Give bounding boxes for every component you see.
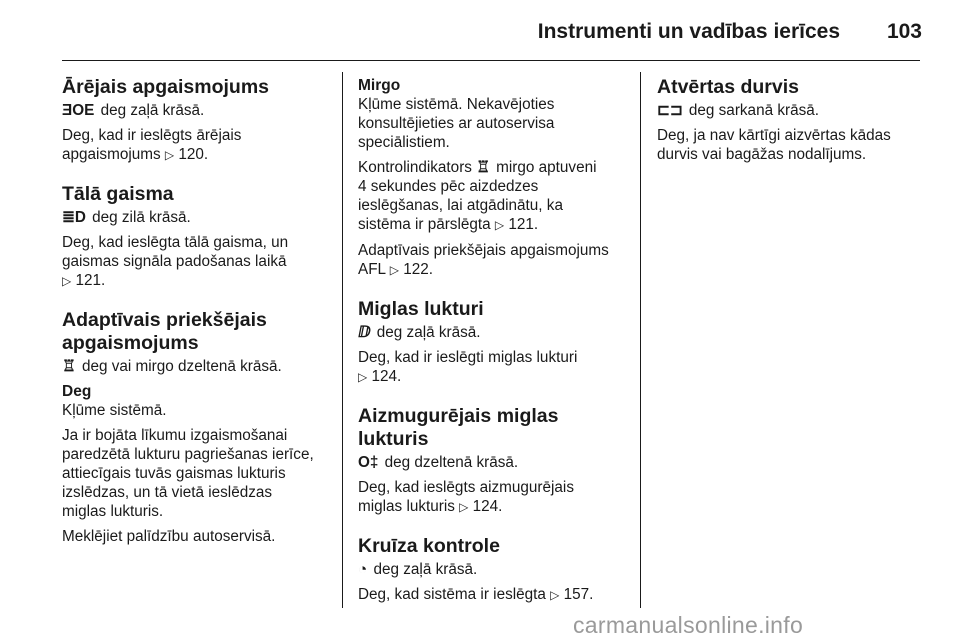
text: Adaptīvais priekšējais apgaismojums [358, 242, 609, 259]
text: Deg, kad ieslēgts aizmugurējais [358, 479, 574, 496]
text: miglas lukturis [358, 498, 455, 515]
header-title: Instrumenti un vadības ierīces [537, 20, 840, 43]
rear-fog-light-icon: O‡ [358, 454, 379, 471]
indicator-line [358, 453, 630, 472]
text: apgaismojums [62, 146, 161, 163]
text: sistēma ir pārslēgta [358, 216, 491, 233]
paragraph [358, 585, 630, 605]
watermark: carmanualsonline.info [573, 612, 804, 638]
text: Kļūme sistēmā. Nekavējoties [358, 96, 555, 113]
indicator-line [62, 357, 332, 376]
section-adaptive-headlights [62, 309, 332, 546]
text: durvis vai bagāžas nodalījums. [657, 146, 867, 163]
section-title: Tālā gaisma [62, 183, 174, 205]
section-title: Aizmugurējais miglas lukturis [358, 405, 559, 450]
indicator-line [657, 101, 927, 120]
indicator-line [358, 560, 630, 579]
indicator-line [62, 101, 332, 120]
section-title: Atvērtas durvis [657, 76, 799, 98]
paragraph [358, 95, 630, 152]
section-title: Ārējais apgaismojums [62, 76, 269, 98]
text: Deg, ja nav kārtīgi aizvērtas kādas [657, 127, 891, 144]
text: deg sarkanā krāsā. [688, 102, 819, 119]
paragraph [62, 233, 332, 291]
page-header [0, 0, 960, 62]
section-title: Kruīza kontrole [358, 535, 500, 557]
page-ref: 121. [75, 272, 106, 289]
door-open-icon: ⊏⊐ [657, 102, 683, 119]
header-rule [62, 60, 920, 61]
text: paredzētā lukturu pagriešanas ierīce, [62, 446, 314, 463]
page-ref: 122. [403, 261, 434, 278]
text: Deg, kad sistēma ir ieslēgta [358, 586, 546, 603]
paragraph: Meklējiet palīdzību autoservisā. [62, 528, 276, 545]
text: deg zilā krāsā. [92, 209, 191, 226]
paragraph [358, 241, 630, 280]
column-divider [342, 72, 343, 608]
text: deg vai mirgo dzeltenā krāsā. [81, 358, 282, 375]
title-line: Adaptīvais priekšējais [62, 309, 267, 331]
text: konsultējieties ar autoservisa [358, 115, 555, 132]
text: miglas lukturis. [62, 503, 164, 520]
text: Kontrolindikators [358, 159, 472, 176]
page-number: 103 [886, 20, 922, 43]
column-3 [657, 76, 927, 182]
text: Ja ir bojāta līkumu izgaismošanai [62, 427, 288, 444]
indicator-line [358, 323, 630, 342]
paragraph [62, 126, 332, 165]
text: deg zaļā krāsā. [100, 102, 205, 119]
cruise-control-icon: ◔ [358, 561, 368, 578]
paragraph [358, 348, 630, 387]
text: Deg, kad ir ieslēgts ārējais [62, 127, 242, 144]
text: ieslēgšanas, lai atgādinātu, ka [358, 197, 563, 214]
text: AFL [358, 261, 386, 278]
afl-icon: ♖ [476, 159, 490, 176]
exterior-light-icon: ƎOE [62, 102, 95, 119]
section-rear-fog-light [358, 405, 630, 517]
text: deg dzeltenā krāsā. [384, 454, 519, 471]
section-cruise-control [358, 535, 630, 605]
text: Deg, kad ir ieslēgti miglas lukturi [358, 349, 578, 366]
text: mirgo aptuveni [496, 159, 597, 176]
section-high-beam [62, 183, 332, 291]
text: Deg, kad ieslēgta tālā gaisma, un [62, 234, 289, 251]
text: deg zaļā krāsā. [373, 561, 478, 578]
page-ref: 120. [178, 146, 209, 163]
text: izslēdzas, un tā vietā ieslēdzas [62, 484, 273, 501]
section-flashing [358, 76, 630, 280]
section-title: Miglas lukturi [358, 298, 484, 320]
column-2 [358, 76, 630, 623]
indicator-line [62, 208, 332, 227]
page-ref: 124. [371, 368, 402, 385]
section-exterior-lighting [62, 76, 332, 165]
subheading: Mirgo [358, 77, 401, 94]
high-beam-icon: ≣D [62, 209, 86, 226]
section-fog-lights [358, 298, 630, 387]
afl-icon: ♖ [62, 358, 76, 375]
paragraph [657, 126, 927, 164]
page-ref-arrow-icon: ▷ [459, 500, 469, 514]
section-open-door [657, 76, 927, 164]
text: gaismas signāla padošanas laikā [62, 253, 287, 270]
text: speciālistiem. [358, 134, 450, 151]
paragraph [358, 158, 630, 235]
text: deg zaļā krāsā. [376, 324, 481, 341]
column-1 [62, 76, 332, 564]
page-ref-arrow-icon: ▷ [358, 370, 368, 384]
page-ref-arrow-icon: ▷ [389, 263, 399, 277]
subheading: Deg [62, 383, 92, 400]
page-ref: 157. [563, 586, 594, 603]
column-divider [640, 72, 641, 608]
page-ref: 121. [508, 216, 539, 233]
page-ref-arrow-icon: ▷ [494, 218, 505, 232]
paragraph: Kļūme sistēmā. [62, 402, 167, 419]
title-line: apgaismojums [62, 332, 199, 354]
text: attiecīgais tuvās gaismas lukturis [62, 465, 286, 482]
fog-light-icon: ⅅ [358, 324, 371, 341]
paragraph [358, 478, 630, 517]
page-ref: 124. [472, 498, 503, 515]
section-title [62, 309, 332, 355]
text: 4 sekundes pēc aizdedzes [358, 178, 539, 195]
page-ref-arrow-icon: ▷ [62, 274, 72, 288]
page-ref-arrow-icon: ▷ [550, 588, 560, 602]
page-ref-arrow-icon: ▷ [164, 148, 175, 162]
paragraph [62, 426, 332, 521]
